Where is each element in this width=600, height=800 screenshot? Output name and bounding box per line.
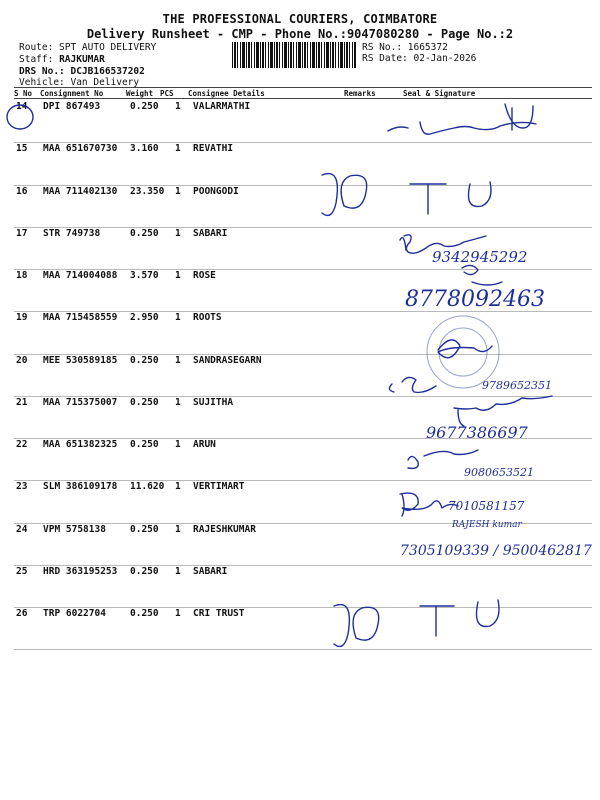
row-pcs: 1 bbox=[175, 270, 181, 281]
row-sno: 21 bbox=[16, 396, 28, 408]
row-consignment-no: DPI 867493 bbox=[43, 101, 101, 112]
drs-line bbox=[19, 66, 145, 77]
table-row bbox=[0, 228, 600, 270]
col-consignee: Consignee Details bbox=[188, 89, 265, 98]
barcode bbox=[232, 42, 356, 68]
row-consignee: SABARI bbox=[193, 565, 228, 577]
table-row bbox=[0, 524, 600, 566]
phone-row-23: 7010581157 bbox=[448, 499, 525, 513]
table-top-rule bbox=[14, 87, 592, 88]
row-sno: 15 bbox=[16, 143, 28, 155]
staff-line bbox=[19, 54, 105, 65]
row-consignee: ROSE bbox=[193, 270, 216, 281]
row-weight: 0.250 bbox=[130, 227, 159, 239]
row-weight: 0.250 bbox=[130, 523, 159, 535]
rs-date: RS Date: 02-Jan-2026 bbox=[362, 53, 477, 64]
row-sno: 20 bbox=[16, 354, 28, 366]
table-row bbox=[0, 270, 600, 312]
row-weight: 0.250 bbox=[130, 608, 159, 619]
row-consignment-no: MAA 715458559 bbox=[43, 312, 118, 324]
drs-label: DRS No.: bbox=[19, 66, 65, 77]
row-pcs: 1 bbox=[175, 481, 181, 493]
row-pcs: 1 bbox=[175, 565, 181, 577]
row-sno: 22 bbox=[16, 439, 28, 450]
route-text: Route: SPT AUTO DELIVERY bbox=[19, 42, 157, 53]
row-consignment-no: MAA 711402130 bbox=[43, 185, 118, 197]
row-consignment-no: TRP 6022704 bbox=[43, 608, 106, 619]
row-sno: 23 bbox=[16, 481, 28, 493]
row-consignment-no: SLM 386109178 bbox=[43, 481, 118, 493]
phone-row-24: 7305109339 / 9500462817 bbox=[400, 543, 592, 559]
table-row bbox=[0, 608, 600, 650]
row-consignee: SANDRASEGARN bbox=[193, 354, 262, 366]
company-title: THE PROFESSIONAL COURIERS, COIMBATORE bbox=[162, 12, 438, 26]
phone-row-18: 8778092463 bbox=[405, 287, 545, 312]
phone-row-21: 9677386697 bbox=[426, 423, 528, 442]
table-row bbox=[0, 481, 600, 523]
table-row bbox=[0, 355, 600, 397]
row-consignment-no: VPM 5758138 bbox=[43, 523, 106, 535]
col-pcs: PCS bbox=[160, 89, 174, 98]
row-consignee: ROOTS bbox=[193, 312, 222, 324]
table-row bbox=[0, 397, 600, 439]
row-sno: 14 bbox=[16, 101, 28, 112]
row-pcs: 1 bbox=[175, 523, 181, 535]
drs-number: DCJB166537202 bbox=[70, 66, 145, 77]
row-sno: 26 bbox=[16, 608, 28, 619]
row-sno: 17 bbox=[16, 227, 28, 239]
table-row bbox=[0, 186, 600, 228]
col-consignment: Consignment No bbox=[40, 89, 104, 98]
row-sno: 19 bbox=[16, 312, 28, 324]
row-pcs: 1 bbox=[175, 185, 181, 197]
row-pcs: 1 bbox=[175, 227, 181, 239]
row-sno: 25 bbox=[16, 565, 28, 577]
row-weight: 11.620 bbox=[130, 481, 165, 493]
table-row bbox=[0, 312, 600, 354]
table-row bbox=[0, 439, 600, 481]
row-consignment-no: MAA 651670730 bbox=[43, 143, 118, 155]
table-row bbox=[0, 566, 600, 608]
table-row bbox=[0, 143, 600, 185]
row-sno: 24 bbox=[16, 523, 28, 535]
row-consignee: SABARI bbox=[193, 227, 228, 239]
row-pcs: 1 bbox=[175, 439, 181, 450]
name-row-24: RAJESH kumar bbox=[452, 520, 522, 530]
row-consignee: VALARMATHI bbox=[193, 101, 251, 112]
row-pcs: 1 bbox=[175, 396, 181, 408]
row-consignee: VERTIMART bbox=[193, 481, 245, 493]
row-pcs: 1 bbox=[175, 101, 181, 112]
row-consignment-no: STR 749738 bbox=[43, 227, 101, 239]
col-seal: Seal & Signature bbox=[403, 89, 476, 98]
row-pcs: 1 bbox=[175, 312, 181, 324]
col-sno: S No bbox=[14, 89, 33, 98]
vehicle-text: Vehicle: Van Delivery bbox=[19, 77, 140, 88]
phone-row-17: 9342945292 bbox=[432, 248, 528, 266]
row-weight: 23.350 bbox=[130, 185, 165, 197]
row-weight: 0.250 bbox=[130, 439, 159, 450]
row-consignee: CRI TRUST bbox=[193, 608, 245, 619]
row-weight: 0.250 bbox=[130, 101, 159, 112]
row-consignment-no: MAA 651382325 bbox=[43, 439, 118, 450]
row-weight: 2.950 bbox=[130, 312, 159, 324]
row-consignee: SUJITHA bbox=[193, 396, 234, 408]
row-pcs: 1 bbox=[175, 143, 181, 155]
row-weight: 0.250 bbox=[130, 565, 159, 577]
phone-row-22: 9080653521 bbox=[464, 466, 534, 479]
row-sno: 18 bbox=[16, 270, 28, 281]
row-pcs: 1 bbox=[175, 608, 181, 619]
col-weight: Weight bbox=[126, 89, 154, 98]
row-consignment-no: MEE 530589185 bbox=[43, 354, 118, 366]
row-consignee: POONGODI bbox=[193, 185, 239, 197]
staff-label: Staff: bbox=[19, 54, 54, 65]
row-weight: 3.160 bbox=[130, 143, 159, 155]
row-consignment-no: MAA 714004088 bbox=[43, 270, 118, 281]
phone-row-20: 9789652351 bbox=[482, 379, 552, 392]
row-sno: 16 bbox=[16, 185, 28, 197]
row-pcs: 1 bbox=[175, 354, 181, 366]
row-weight: 3.570 bbox=[130, 270, 159, 281]
table-header-rule bbox=[14, 98, 592, 99]
row-consignee: ARUN bbox=[193, 439, 216, 450]
runsheet-subtitle: Delivery Runsheet - CMP - Phone No.:9047080280 - Page No.:2 bbox=[86, 27, 514, 41]
row-separator bbox=[14, 649, 592, 650]
row-weight: 0.250 bbox=[130, 354, 159, 366]
col-remarks: Remarks bbox=[344, 89, 376, 98]
rs-number: RS No.: 1665372 bbox=[362, 42, 448, 53]
row-weight: 0.250 bbox=[130, 396, 159, 408]
staff-name: RAJKUMAR bbox=[59, 54, 105, 65]
row-consignee: RAJESHKUMAR bbox=[193, 523, 256, 535]
row-consignee: REVATHI bbox=[193, 143, 234, 155]
table-row bbox=[0, 101, 600, 143]
row-consignment-no: HRD 363195253 bbox=[43, 565, 118, 577]
row-consignment-no: MAA 715375007 bbox=[43, 396, 118, 408]
